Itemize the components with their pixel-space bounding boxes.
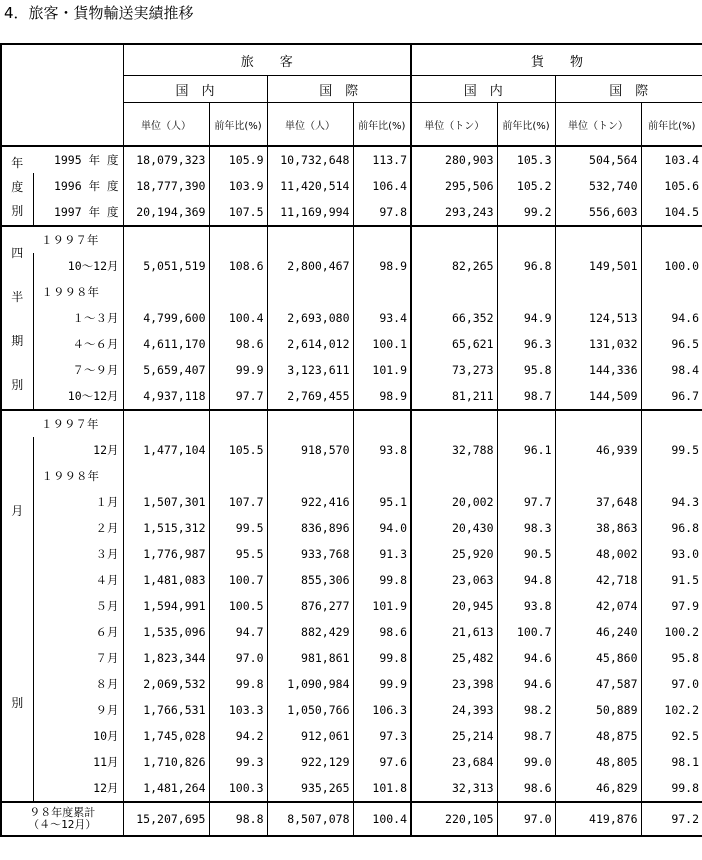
table-row bbox=[1, 410, 702, 437]
passenger-header: 旅 客 bbox=[123, 44, 411, 76]
cell-cd: 82,265 bbox=[411, 253, 497, 279]
cell-pi: 876,277 bbox=[267, 593, 353, 619]
side-label-char: 別 bbox=[11, 695, 24, 710]
cell-pdy: 107.7 bbox=[209, 489, 267, 515]
side-label-char: 半 bbox=[11, 289, 24, 304]
table-row bbox=[1, 305, 702, 331]
cell-pi: 855,306 bbox=[267, 567, 353, 593]
total-cell-piy: 100.4 bbox=[353, 802, 411, 836]
cell-ci: 149,501 bbox=[555, 253, 641, 279]
cell-pd: 1,745,028 bbox=[123, 723, 209, 749]
cell-pi: 981,861 bbox=[267, 645, 353, 671]
cell-cd: 25,920 bbox=[411, 541, 497, 567]
table-row bbox=[1, 671, 702, 697]
cell-ci: 48,875 bbox=[555, 723, 641, 749]
row-label: ４月 bbox=[33, 567, 123, 593]
side-label-char: 別 bbox=[11, 377, 24, 392]
cell-pd bbox=[123, 226, 209, 253]
passenger-international-header: 国 際 bbox=[267, 76, 411, 103]
cell-pd: 1,535,096 bbox=[123, 619, 209, 645]
cell-ciy: 97.9 bbox=[641, 593, 702, 619]
cell-pd: 1,776,987 bbox=[123, 541, 209, 567]
row-label: 12月 bbox=[33, 775, 123, 802]
cell-pdy: 107.5 bbox=[209, 199, 267, 226]
cell-cd: 20,002 bbox=[411, 489, 497, 515]
cell-ciy: 99.8 bbox=[641, 775, 702, 802]
side-label-char: 年 bbox=[11, 155, 24, 170]
cell-ciy: 97.0 bbox=[641, 671, 702, 697]
cell-ci: 46,829 bbox=[555, 775, 641, 802]
cell-cdy: 90.5 bbox=[497, 541, 555, 567]
cell-piy bbox=[353, 410, 411, 437]
cell-pi: 2,769,455 bbox=[267, 383, 353, 410]
table-row bbox=[1, 541, 702, 567]
cell-pdy: 100.7 bbox=[209, 567, 267, 593]
cell-pd: 1,710,826 bbox=[123, 749, 209, 775]
cell-ci: 37,648 bbox=[555, 489, 641, 515]
cell-ci: 131,032 bbox=[555, 331, 641, 357]
side-label-char: 度 bbox=[11, 179, 24, 194]
cell-cdy: 100.7 bbox=[497, 619, 555, 645]
cell-pi: 2,800,467 bbox=[267, 253, 353, 279]
cell-pd bbox=[123, 279, 209, 305]
cell-ci bbox=[555, 279, 641, 305]
table-row bbox=[1, 619, 702, 645]
cell-ciy: 96.7 bbox=[641, 383, 702, 410]
cell-cdy: 99.0 bbox=[497, 749, 555, 775]
cell-piy: 106.4 bbox=[353, 173, 411, 199]
cell-ciy: 96.8 bbox=[641, 515, 702, 541]
cell-cd: 66,352 bbox=[411, 305, 497, 331]
cell-ci bbox=[555, 226, 641, 253]
cell-cd: 280,903 bbox=[411, 146, 497, 173]
cargo-domestic-header: 国 内 bbox=[411, 76, 555, 103]
cell-pi: 11,420,514 bbox=[267, 173, 353, 199]
table-row bbox=[1, 146, 702, 173]
cell-piy: 98.9 bbox=[353, 253, 411, 279]
cell-ciy: 100.0 bbox=[641, 253, 702, 279]
row-label: ９月 bbox=[33, 697, 123, 723]
row-label: 1997 年 度 bbox=[33, 199, 123, 226]
cell-pdy bbox=[209, 226, 267, 253]
cell-ciy bbox=[641, 410, 702, 437]
total-label bbox=[1, 802, 123, 836]
cell-cdy: 98.6 bbox=[497, 775, 555, 802]
row-label: ４～６月 bbox=[33, 331, 123, 357]
cell-piy: 100.1 bbox=[353, 331, 411, 357]
cell-cd: 65,621 bbox=[411, 331, 497, 357]
table-row bbox=[1, 463, 702, 489]
cell-cd bbox=[411, 279, 497, 305]
cell-cdy bbox=[497, 226, 555, 253]
cell-cdy: 98.3 bbox=[497, 515, 555, 541]
cell-piy: 101.8 bbox=[353, 775, 411, 802]
cell-cdy: 96.1 bbox=[497, 437, 555, 463]
cell-cd: 81,211 bbox=[411, 383, 497, 410]
cell-cdy: 99.2 bbox=[497, 199, 555, 226]
cell-cd: 20,945 bbox=[411, 593, 497, 619]
cell-cdy: 95.8 bbox=[497, 357, 555, 383]
cell-pi: 1,090,984 bbox=[267, 671, 353, 697]
cell-ciy: 94.3 bbox=[641, 489, 702, 515]
cell-pd: 20,194,369 bbox=[123, 199, 209, 226]
cell-cdy: 94.9 bbox=[497, 305, 555, 331]
cell-piy: 101.9 bbox=[353, 593, 411, 619]
total-cell-cd: 220,105 bbox=[411, 802, 497, 836]
cell-pd: 1,594,991 bbox=[123, 593, 209, 619]
row-label: ８月 bbox=[33, 671, 123, 697]
cell-ci: 42,074 bbox=[555, 593, 641, 619]
cell-cd bbox=[411, 226, 497, 253]
cell-pd: 1,477,104 bbox=[123, 437, 209, 463]
cell-pdy: 103.3 bbox=[209, 697, 267, 723]
row-label: ５月 bbox=[33, 593, 123, 619]
table-row bbox=[1, 357, 702, 383]
cell-ci: 124,513 bbox=[555, 305, 641, 331]
cell-ci bbox=[555, 410, 641, 437]
cell-pi: 2,614,012 bbox=[267, 331, 353, 357]
table-row bbox=[1, 515, 702, 541]
total-cell-pi: 8,507,078 bbox=[267, 802, 353, 836]
cell-ciy: 100.2 bbox=[641, 619, 702, 645]
cell-piy: 98.9 bbox=[353, 383, 411, 410]
cell-pdy: 105.9 bbox=[209, 146, 267, 173]
cell-cdy: 96.8 bbox=[497, 253, 555, 279]
cell-cd: 293,243 bbox=[411, 199, 497, 226]
cell-pi bbox=[267, 279, 353, 305]
cell-cdy: 105.2 bbox=[497, 173, 555, 199]
cell-pi: 933,768 bbox=[267, 541, 353, 567]
cell-cd: 21,613 bbox=[411, 619, 497, 645]
cell-cdy: 98.7 bbox=[497, 723, 555, 749]
cell-pdy: 103.9 bbox=[209, 173, 267, 199]
cell-pdy: 97.0 bbox=[209, 645, 267, 671]
cell-cdy: 94.6 bbox=[497, 671, 555, 697]
cell-piy: 91.3 bbox=[353, 541, 411, 567]
cell-pd: 1,481,083 bbox=[123, 567, 209, 593]
transport-results-table bbox=[0, 43, 702, 837]
cell-piy bbox=[353, 279, 411, 305]
corner-cell bbox=[1, 44, 123, 146]
cell-cdy: 98.7 bbox=[497, 383, 555, 410]
cell-pi: 918,570 bbox=[267, 437, 353, 463]
cell-pd: 4,611,170 bbox=[123, 331, 209, 357]
cell-pi: 882,429 bbox=[267, 619, 353, 645]
cargo-international-header: 国 際 bbox=[555, 76, 702, 103]
cell-piy: 97.3 bbox=[353, 723, 411, 749]
total-cell-pdy: 98.8 bbox=[209, 802, 267, 836]
table-row bbox=[1, 253, 702, 279]
cell-cdy bbox=[497, 410, 555, 437]
cell-piy: 97.8 bbox=[353, 199, 411, 226]
unit-header: 単位（トン） bbox=[411, 103, 497, 147]
side-label-char: 期 bbox=[11, 333, 24, 348]
cell-pd: 2,069,532 bbox=[123, 671, 209, 697]
cell-ciy: 91.5 bbox=[641, 567, 702, 593]
side-label-char: 月 bbox=[11, 503, 24, 518]
cell-pi: 3,123,611 bbox=[267, 357, 353, 383]
row-label: １～３月 bbox=[33, 305, 123, 331]
cell-pdy: 97.7 bbox=[209, 383, 267, 410]
cell-pi: 922,129 bbox=[267, 749, 353, 775]
cell-pdy: 95.5 bbox=[209, 541, 267, 567]
cell-piy: 113.7 bbox=[353, 146, 411, 173]
cell-ciy: 98.1 bbox=[641, 749, 702, 775]
cell-piy bbox=[353, 463, 411, 489]
cell-cdy bbox=[497, 279, 555, 305]
cell-cdy: 94.8 bbox=[497, 567, 555, 593]
row-label: １９９７年 bbox=[33, 410, 123, 437]
row-label: １９９８年 bbox=[33, 463, 123, 489]
cell-cdy: 96.3 bbox=[497, 331, 555, 357]
row-label: 10月 bbox=[33, 723, 123, 749]
cell-ciy: 96.5 bbox=[641, 331, 702, 357]
cell-ci: 532,740 bbox=[555, 173, 641, 199]
cell-ci: 42,718 bbox=[555, 567, 641, 593]
cell-pdy: 99.8 bbox=[209, 671, 267, 697]
cell-pdy: 99.9 bbox=[209, 357, 267, 383]
cell-piy: 95.1 bbox=[353, 489, 411, 515]
side-label-quarter bbox=[1, 226, 33, 410]
row-label: ２月 bbox=[33, 515, 123, 541]
cell-cd bbox=[411, 463, 497, 489]
cell-cdy: 93.8 bbox=[497, 593, 555, 619]
cell-ciy: 104.5 bbox=[641, 199, 702, 226]
side-label-char: 四 bbox=[11, 245, 24, 260]
cell-cdy: 98.2 bbox=[497, 697, 555, 723]
table-row bbox=[1, 775, 702, 802]
cell-piy: 93.4 bbox=[353, 305, 411, 331]
table-row bbox=[1, 331, 702, 357]
cell-cd: 25,214 bbox=[411, 723, 497, 749]
cell-ci: 144,509 bbox=[555, 383, 641, 410]
cell-pdy: 99.3 bbox=[209, 749, 267, 775]
yoy-header: 前年比(%) bbox=[353, 103, 411, 147]
cell-ciy: 102.2 bbox=[641, 697, 702, 723]
cell-piy: 99.8 bbox=[353, 567, 411, 593]
cell-pdy: 100.3 bbox=[209, 775, 267, 802]
cell-pdy: 108.6 bbox=[209, 253, 267, 279]
cell-cd bbox=[411, 410, 497, 437]
table-row bbox=[1, 226, 702, 253]
row-label: 1996 年 度 bbox=[33, 173, 123, 199]
cell-pdy: 100.5 bbox=[209, 593, 267, 619]
cell-piy: 99.9 bbox=[353, 671, 411, 697]
cell-pd: 4,937,118 bbox=[123, 383, 209, 410]
cell-pdy: 105.5 bbox=[209, 437, 267, 463]
row-label: １月 bbox=[33, 489, 123, 515]
cell-pi: 836,896 bbox=[267, 515, 353, 541]
cell-ciy: 99.5 bbox=[641, 437, 702, 463]
cell-pd: 1,481,264 bbox=[123, 775, 209, 802]
total-label-line2: （４～12月） bbox=[28, 818, 97, 831]
cell-pd: 1,766,531 bbox=[123, 697, 209, 723]
cell-cdy: 105.3 bbox=[497, 146, 555, 173]
cell-ciy bbox=[641, 463, 702, 489]
side-label-char: 別 bbox=[11, 203, 24, 218]
total-cell-cdy: 97.0 bbox=[497, 802, 555, 836]
cell-ciy: 98.4 bbox=[641, 357, 702, 383]
table-row bbox=[1, 437, 702, 463]
table-row bbox=[1, 489, 702, 515]
cell-piy: 98.6 bbox=[353, 619, 411, 645]
cell-ci: 38,863 bbox=[555, 515, 641, 541]
cell-cd: 73,273 bbox=[411, 357, 497, 383]
cell-piy: 94.0 bbox=[353, 515, 411, 541]
cell-cdy: 94.6 bbox=[497, 645, 555, 671]
row-label: ７月 bbox=[33, 645, 123, 671]
cell-cd: 20,430 bbox=[411, 515, 497, 541]
cell-ci: 46,240 bbox=[555, 619, 641, 645]
cell-pi: 922,416 bbox=[267, 489, 353, 515]
row-label: ６月 bbox=[33, 619, 123, 645]
cell-ciy: 105.6 bbox=[641, 173, 702, 199]
cell-pdy: 100.4 bbox=[209, 305, 267, 331]
cell-ciy bbox=[641, 279, 702, 305]
cell-ci: 46,939 bbox=[555, 437, 641, 463]
cell-cd: 25,482 bbox=[411, 645, 497, 671]
cell-cd: 295,506 bbox=[411, 173, 497, 199]
cell-cd: 23,684 bbox=[411, 749, 497, 775]
cell-ciy: 95.8 bbox=[641, 645, 702, 671]
cell-cd: 32,788 bbox=[411, 437, 497, 463]
cell-pd: 5,659,407 bbox=[123, 357, 209, 383]
cell-pd: 4,799,600 bbox=[123, 305, 209, 331]
cell-ci: 47,587 bbox=[555, 671, 641, 697]
table-row bbox=[1, 593, 702, 619]
passenger-domestic-header: 国 内 bbox=[123, 76, 267, 103]
cell-ci bbox=[555, 463, 641, 489]
cell-pdy: 98.6 bbox=[209, 331, 267, 357]
cell-ciy: 92.5 bbox=[641, 723, 702, 749]
cell-piy bbox=[353, 226, 411, 253]
cell-pdy: 94.2 bbox=[209, 723, 267, 749]
yoy-header: 前年比(%) bbox=[641, 103, 702, 147]
row-label: １９９７年 bbox=[33, 226, 123, 253]
table-row bbox=[1, 279, 702, 305]
cell-pd bbox=[123, 463, 209, 489]
yoy-header: 前年比(%) bbox=[209, 103, 267, 147]
cell-pdy: 94.7 bbox=[209, 619, 267, 645]
total-cell-pd: 15,207,695 bbox=[123, 802, 209, 836]
cell-pi bbox=[267, 463, 353, 489]
cell-pi: 2,693,080 bbox=[267, 305, 353, 331]
side-label-month bbox=[1, 410, 33, 802]
cell-ci: 45,860 bbox=[555, 645, 641, 671]
cell-pdy bbox=[209, 410, 267, 437]
row-label: 12月 bbox=[33, 437, 123, 463]
side-label-fiscal bbox=[1, 146, 33, 226]
cell-pi: 935,265 bbox=[267, 775, 353, 802]
total-row bbox=[1, 802, 702, 836]
cell-pi: 1,050,766 bbox=[267, 697, 353, 723]
cell-pi bbox=[267, 226, 353, 253]
row-label: １９９８年 bbox=[33, 279, 123, 305]
cell-ciy bbox=[641, 226, 702, 253]
row-label: ７～９月 bbox=[33, 357, 123, 383]
yoy-header: 前年比(%) bbox=[497, 103, 555, 147]
total-cell-ciy: 97.2 bbox=[641, 802, 702, 836]
cell-pi bbox=[267, 410, 353, 437]
cell-piy: 106.3 bbox=[353, 697, 411, 723]
cell-cd: 23,063 bbox=[411, 567, 497, 593]
table-row bbox=[1, 645, 702, 671]
cell-ci: 556,603 bbox=[555, 199, 641, 226]
cell-pd: 18,777,390 bbox=[123, 173, 209, 199]
cell-pd bbox=[123, 410, 209, 437]
row-label: ３月 bbox=[33, 541, 123, 567]
cell-cdy: 97.7 bbox=[497, 489, 555, 515]
unit-header: 単位（人） bbox=[123, 103, 209, 147]
cell-cd: 32,313 bbox=[411, 775, 497, 802]
cargo-header: 貨 物 bbox=[411, 44, 702, 76]
cell-pi: 11,169,994 bbox=[267, 199, 353, 226]
cell-ciy: 93.0 bbox=[641, 541, 702, 567]
cell-pdy bbox=[209, 279, 267, 305]
cell-ci: 144,336 bbox=[555, 357, 641, 383]
cell-pi: 912,061 bbox=[267, 723, 353, 749]
unit-header: 単位（トン） bbox=[555, 103, 641, 147]
cell-pdy bbox=[209, 463, 267, 489]
table-row bbox=[1, 199, 702, 226]
total-cell-ci: 419,876 bbox=[555, 802, 641, 836]
cell-cd: 24,393 bbox=[411, 697, 497, 723]
row-label: 10～12月 bbox=[33, 383, 123, 410]
row-label: 1995 年 度 bbox=[33, 146, 123, 173]
table-row bbox=[1, 749, 702, 775]
cell-ciy: 94.6 bbox=[641, 305, 702, 331]
table-row bbox=[1, 383, 702, 410]
row-label: 11月 bbox=[33, 749, 123, 775]
row-label: 10～12月 bbox=[33, 253, 123, 279]
cell-pd: 1,515,312 bbox=[123, 515, 209, 541]
cell-piy: 97.6 bbox=[353, 749, 411, 775]
total-label-line1: ９８年度累計 bbox=[29, 806, 96, 819]
page-title: 4．旅客・貨物輸送実績推移 bbox=[4, 4, 194, 22]
cell-ci: 48,805 bbox=[555, 749, 641, 775]
cell-pd: 5,051,519 bbox=[123, 253, 209, 279]
cell-ci: 50,889 bbox=[555, 697, 641, 723]
table-row bbox=[1, 173, 702, 199]
cell-pdy: 99.5 bbox=[209, 515, 267, 541]
cell-pd: 1,823,344 bbox=[123, 645, 209, 671]
unit-header: 単位（人） bbox=[267, 103, 353, 147]
cell-pd: 18,079,323 bbox=[123, 146, 209, 173]
cell-piy: 99.8 bbox=[353, 645, 411, 671]
cell-piy: 93.8 bbox=[353, 437, 411, 463]
cell-cdy bbox=[497, 463, 555, 489]
cell-ci: 48,002 bbox=[555, 541, 641, 567]
cell-pi: 10,732,648 bbox=[267, 146, 353, 173]
cell-piy: 101.9 bbox=[353, 357, 411, 383]
cell-pd: 1,507,301 bbox=[123, 489, 209, 515]
table-row bbox=[1, 723, 702, 749]
table-row bbox=[1, 697, 702, 723]
cell-ciy: 103.4 bbox=[641, 146, 702, 173]
cell-cd: 23,398 bbox=[411, 671, 497, 697]
table-row bbox=[1, 567, 702, 593]
cell-ci: 504,564 bbox=[555, 146, 641, 173]
